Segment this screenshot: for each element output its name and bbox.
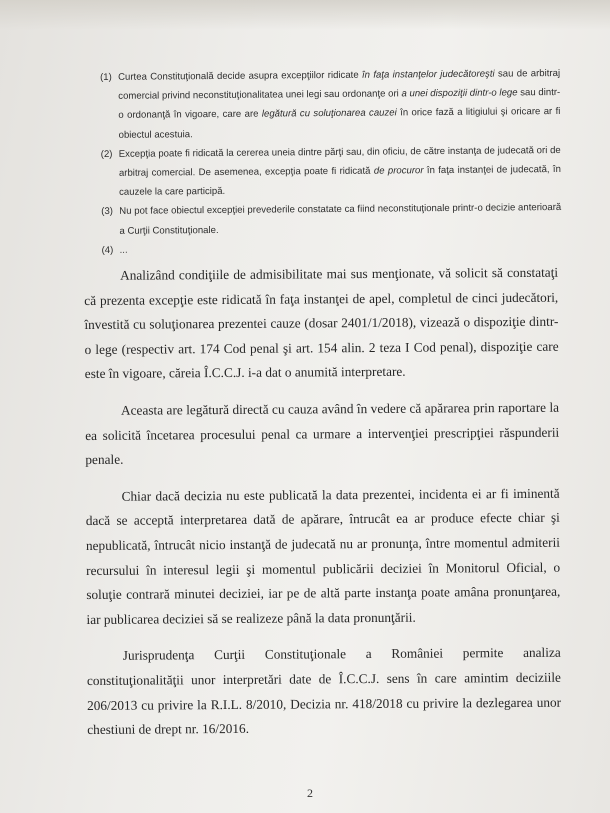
paragraph: Jurisprudenţa Curţii Constituţionale a României permite analiza constituţionalităţii unor interpretări date de Î.C.C.J. sens în care amintim deciziile 206/2013 cu privire la R.I.L. 8/2010, Decizia nr. 418/2018 cu privire la dezlegarea unor chestiuni de drept nr. 16/2016. (86, 644, 562, 738)
page-shadow (0, 0, 610, 30)
list-item-text: Curtea Constituţională decide asupra excepţiilor ridicate în faţa instanţelor judecătoreşti sau de arbitraj comercial privind neconstituţionalitatea unei legi sau ordonanţe ori a unei dispoziţii dintr-o lege sau dintr-o ordonanţă în vigoare, care are legătură cu soluţionarea cauzei în orice fază a litigiului şi oricare ar fi obiectul acestuia. (118, 67, 561, 141)
list-item-text: ... (119, 244, 128, 256)
list-item-number: (4) (101, 244, 114, 256)
list-item-number: (3) (101, 206, 114, 218)
list-item (102, 237, 562, 260)
list-item (100, 64, 561, 145)
list-item-number: (2) (100, 148, 113, 160)
page-number: 2 (307, 786, 313, 800)
list-item-text: Excepţia poate fi ridicată la cererea uneia dintre părţi sau, din oficiu, de către instanţa de judecată ori de arbitraj comercial. De asemenea, excepţia poate fi ridicată de procuror în faţa instanţei de judecată, în cauzele la care participă. (118, 144, 561, 199)
list-item (101, 141, 561, 203)
paragraph: Aceasta are legătură directă cu cauza având în vedere că apărarea prin raportare la ea solicită încetarea procesului penal ca urmare a intervenţiei prescripţiei răspunderii penale. (85, 399, 560, 468)
list-item-number: (1) (100, 71, 112, 83)
paragraph: Chiar dacă decizia nu este publicată la data prezentei, incidenta ei ar fi iminentă dacă se acceptă interpretarea dată de apărare, întrucât ea ar produce efecte chiar şi nepublicată, întrucât nicio instanţă de judecată nu ar pronunţa, între momentul admiterii recursului în interesul legii şi momentul publicării deciziei în Monitorul Oficial, o soluţie contrară minutei deciziei, iar pe de altă parte instanţa poate amâna pronunţarea, iar publicarea deciziei să se realizeze până la data pronunţării. (85, 485, 561, 627)
paragraph: Analizând condiţiile de admisibilitate mai sus menţionate, vă solicit să constataţi că prezenta excepţie este ridicată în faţa instanţei de apel, completul de cinci judecători, învestită cu soluţionarea prezentei cauze (dosar 2401/1/2018), vizează o dispoziţie dintr-o lege (respectiv art. 174 Cod penal şi art. 154 alin. 2 teza I Cod penal), dispoziţie care este în vigoare, căreia Î.C.C.J. i-a dat o anumită interpretare. (84, 264, 559, 382)
document-body (84, 261, 561, 755)
article-quote-list (100, 64, 562, 260)
list-item-text: Nu pot face obiectul excepţiei prevederile constatate ca fiind neconstituţionale printr-o decizie anterioară a Curţii Constituţionale. (119, 202, 562, 237)
list-item (101, 198, 561, 240)
